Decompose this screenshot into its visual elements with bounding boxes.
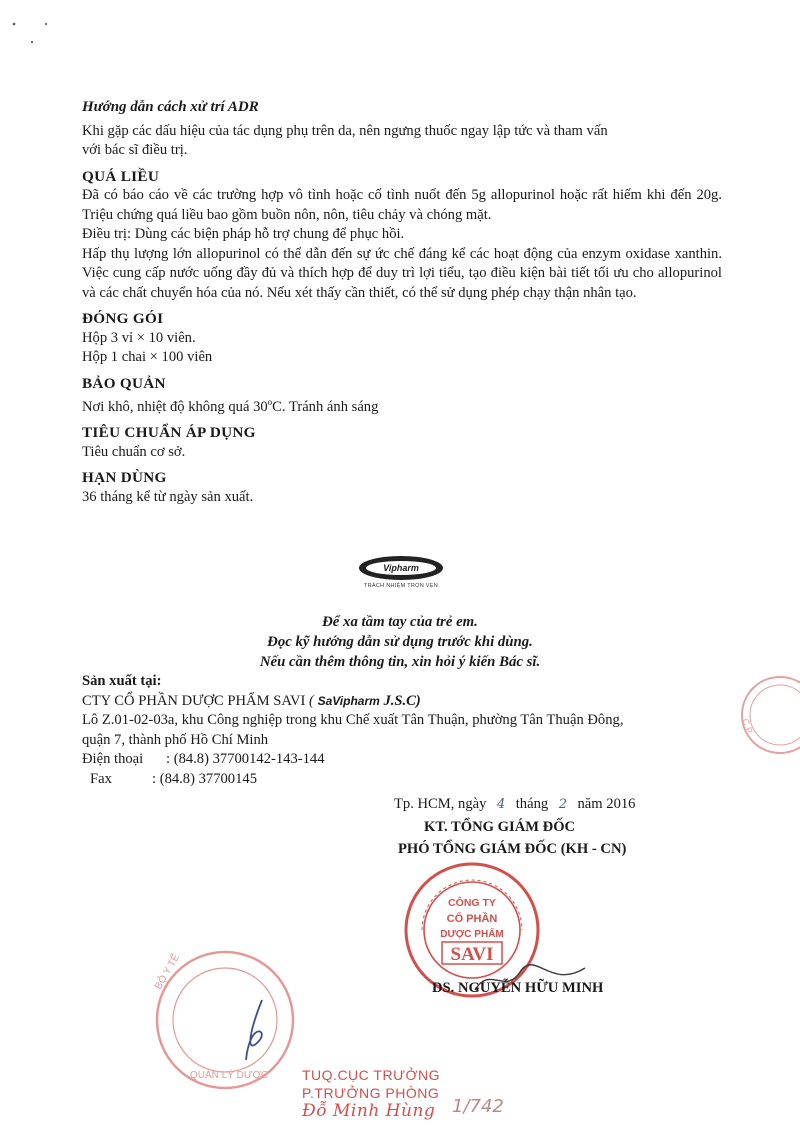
leaflet-body [82, 98, 722, 507]
overdose-paragraph-3: Hấp thụ lượng lớn allopurinol có thể dẫn đến sự ức chế đáng kể các hoạt động của enzym oxidase xanthin. Việc cung cấp nước uống đầy đủ và thích hợp để duy trì lợi tiểu, tạo điều kiện bài tiết tối ưu cho allopurinol và các chất chuyển hóa của nó. Nếu xét thấy cần thiết, có thể sử dụng phép chạy thận nhân tạo. [82, 245, 722, 301]
stamp-line-1: CÔNG TY [448, 897, 496, 909]
stamp-line-2: CỔ PHẦN [446, 913, 498, 925]
scan-marks [6, 6, 66, 46]
logo-wordmark: Vipharm [366, 561, 436, 575]
adr-title: Hướng dẫn cách xử trí ADR [82, 99, 259, 115]
phone-value: : (84.8) 37700142-143-144 [166, 751, 325, 767]
year-label: năm 2016 [577, 796, 636, 812]
manufacturer-address-2: quận 7, thành phố Hồ Chí Minh [82, 731, 269, 748]
fax-value: : (84.8) 37700145 [152, 770, 257, 787]
approval-block [302, 1066, 440, 1120]
warning-line-3: Nếu cần thêm thông tin, xin hỏi ý kiến Bác sĩ. [259, 654, 541, 670]
role-line-2: PHÓ TỔNG GIÁM ĐỐC (KH - CN) [398, 841, 627, 857]
date-line [394, 793, 690, 816]
overdose-heading: QUÁ LIỀU [82, 167, 160, 185]
edge-red-stamp [712, 670, 800, 760]
fax-label: Fax [90, 770, 112, 787]
manufacturer-block [82, 672, 732, 789]
stamp-line-3: DƯỢC PHẨM [440, 929, 504, 940]
manufacturer-phone-line [82, 750, 732, 770]
manufacturer-company: CTY CỔ PHẦN DƯỢC PHẨM SAVI [82, 692, 306, 709]
packaging-line-2: Hộp 1 chai × 100 viên [82, 349, 213, 365]
approval-line-2: P.TRƯỞNG PHÒNG [302, 1085, 440, 1101]
stamp-line-4: SAVI [450, 944, 494, 965]
vipharm-logo [356, 556, 446, 589]
manufacturer-address-1: Lô Z.01-02-03a, khu Công nghiệp trong khu Chế xuất Tân Thuận, phường Tân Thuận Đông, [82, 712, 624, 728]
svg-text:C.P: C.P [740, 717, 755, 735]
overdose-paragraph-1: Đã có báo cáo về các trường hợp vô tình hoặc cố tình nuốt đến 5g allopurinol hoặc rất hiếm khi đến 20g. Triệu chứng quá liều bao gồm buồn nôn, nôn, tiêu chảy và chóng mặt. [82, 187, 722, 223]
adr-line-2: với bác sĩ điều trị. [82, 142, 188, 158]
logo-tagline: TRÁCH NHIỆM TRỌN VẸN [363, 583, 439, 589]
overdose-paragraph-2: Điều trị: Dùng các biện pháp hỗ trợ chung để phục hồi. [82, 226, 405, 242]
adr-line-1: Khi gặp các dấu hiệu của tác dụng phụ trên da, nên ngưng thuốc ngay lập tức và tham vấn [82, 122, 608, 139]
signature-block [390, 793, 690, 860]
manufacturer-fax-line [82, 770, 732, 790]
month-label: tháng [515, 796, 549, 812]
standard-heading: TIÊU CHUẨN ÁP DỤNG [82, 424, 256, 442]
storage-text [82, 393, 722, 417]
ministry-round-stamp [150, 950, 300, 1100]
standard-text: Tiêu chuẩn cơ sở. [82, 443, 186, 460]
handwritten-number: 1/742 [452, 1096, 504, 1117]
brand-suffix: J.S.C) [383, 692, 421, 709]
signer-name: DS. NGUYỄN HỮU MINH [432, 980, 604, 996]
date-day: 4 [496, 797, 506, 812]
svg-text:QUẢN LÝ DƯỢC: QUẢN LÝ DƯỢC [190, 1070, 269, 1081]
manufacturer-company-line [82, 692, 732, 712]
warning-line-2: Đọc kỹ hướng dẫn sử dụng trước khi dùng. [267, 634, 533, 650]
phone-label: Điện thoại [82, 751, 144, 767]
storage-degree: o [267, 397, 273, 407]
svg-text:BỘ Y TẾ: BỘ Y TẾ [153, 952, 183, 992]
date-prefix: Tp. HCM, ngày [394, 796, 487, 812]
brand-open: ( [309, 692, 314, 709]
savipharm-brand: SaVipharm [317, 693, 380, 708]
packaging-heading: ĐÓNG GÓI [82, 310, 164, 327]
storage-heading: BẢO QUẢN [82, 374, 166, 392]
date-month: 2 [558, 797, 567, 812]
packaging-line-1: Hộp 3 vỉ × 10 viên. [82, 329, 196, 346]
expiry-heading: HẠN DÙNG [82, 469, 167, 487]
role-line-1: KT. TỔNG GIÁM ĐỐC [424, 819, 576, 835]
expiry-text: 36 tháng kể từ ngày sản xuất. [82, 488, 254, 505]
storage-text-end: C. Tránh ánh sáng [272, 398, 379, 415]
storage-text-start: Nơi khô, nhiệt độ không quá 30 [82, 398, 268, 415]
warning-line-1: Để xa tầm tay của trẻ em. [322, 614, 478, 630]
warnings-block [190, 612, 610, 672]
approval-name: Đỗ Minh Hùng [302, 1101, 436, 1121]
approval-line-1: TUQ.CỤC TRƯỞNG [302, 1067, 441, 1083]
manufacturer-title: Sản xuất tại: [82, 673, 162, 689]
logo-oval [359, 556, 443, 580]
